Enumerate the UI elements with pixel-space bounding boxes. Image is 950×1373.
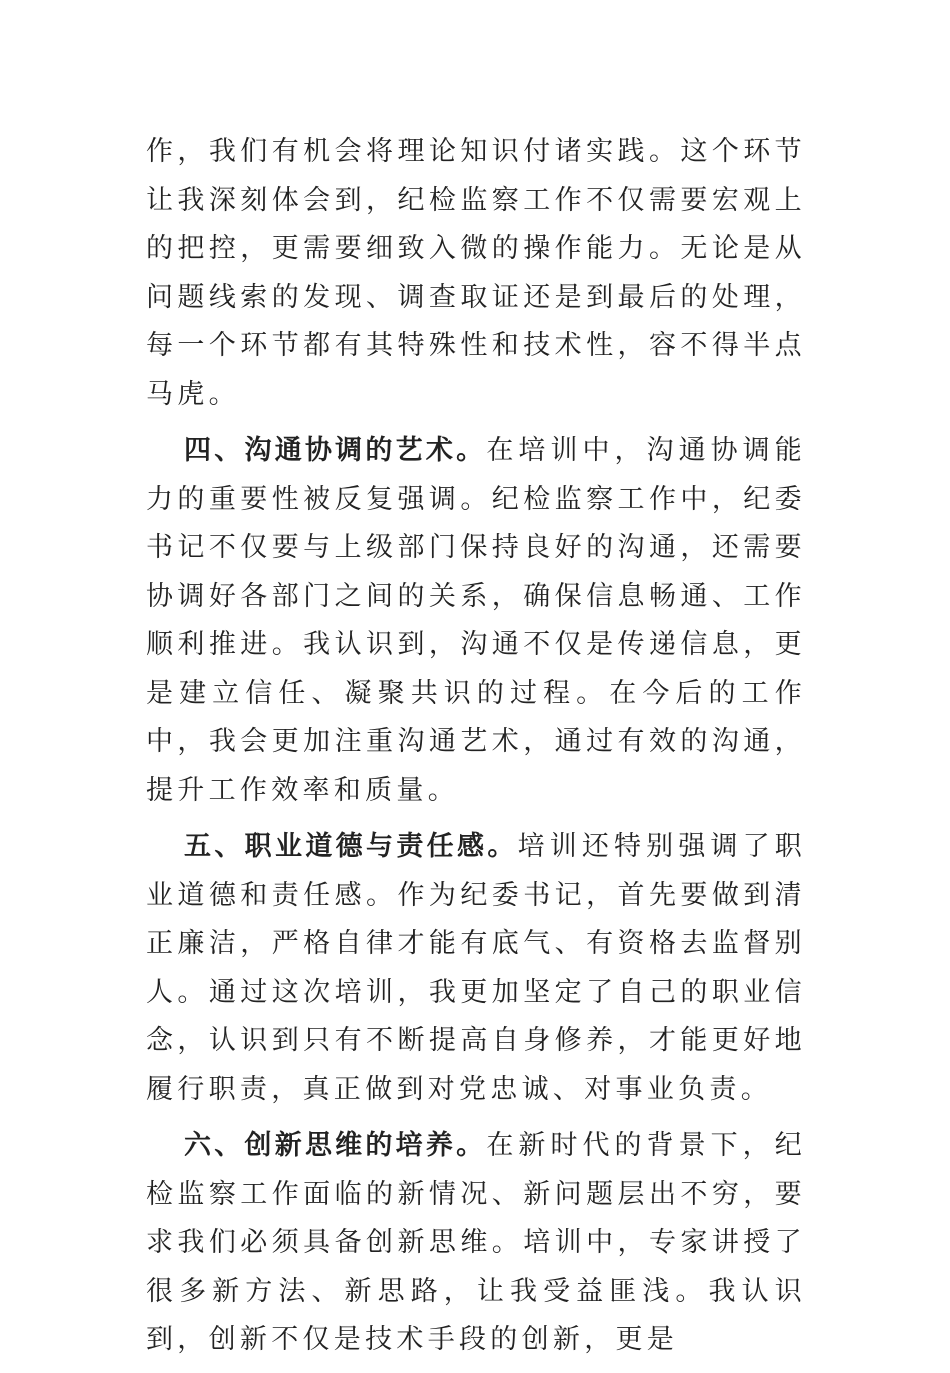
- section-heading: 六、创新思维的培养。: [184, 1130, 487, 1161]
- paragraph-section-5: [146, 823, 806, 1114]
- paragraph-text: 在新时代的背景下，纪检监察工作面临的新情况、新问题层出不穷，要求我们必须具备创新思维。培训中，专家讲授了很多新方法、新思路，让我受益匪浅。我认识到，创新不仅是技术手段的创新，更是: [146, 1130, 807, 1355]
- section-heading: 四、沟通协调的艺术。: [184, 435, 487, 466]
- document-page: [146, 128, 806, 1373]
- paragraph-text: 作，我们有机会将理论知识付诸实践。这个环节让我深刻体会到，纪检监察工作不仅需要宏观上的把控，更需要细致入微的操作能力。无论是从问题线索的发现、调查取证还是到最后的处理，每一个环节都有其特殊性和技术性，容不得半点马虎。: [146, 136, 806, 410]
- paragraph-section-6: [146, 1122, 806, 1365]
- paragraph-text: 在培训中，沟通协调能力的重要性被反复强调。纪检监察工作中，纪委书记不仅要与上级部门保持良好的沟通，还需要协调好各部门之间的关系，确保信息畅通、工作顺利推进。我认识到，沟通不仅是传递信息，更是建立信任、凝聚共识的过程。在今后的工作中，我会更加注重沟通艺术，通过有效的沟通，提升工作效率和质量。: [146, 435, 807, 806]
- paragraph-continuation: [146, 128, 806, 419]
- section-heading: 五、职业道德与责任感。: [184, 831, 518, 862]
- paragraph-text: 培训还特别强调了职业道德和责任感。作为纪委书记，首先要做到清正廉洁，严格自律才能有底气、有资格去监督别人。通过这次培训，我更加坚定了自己的职业信念，认识到只有不断提高自身修养，才能更好地履行职责，真正做到对党忠诚、对事业负责。: [146, 831, 807, 1105]
- paragraph-section-4: [146, 427, 806, 815]
